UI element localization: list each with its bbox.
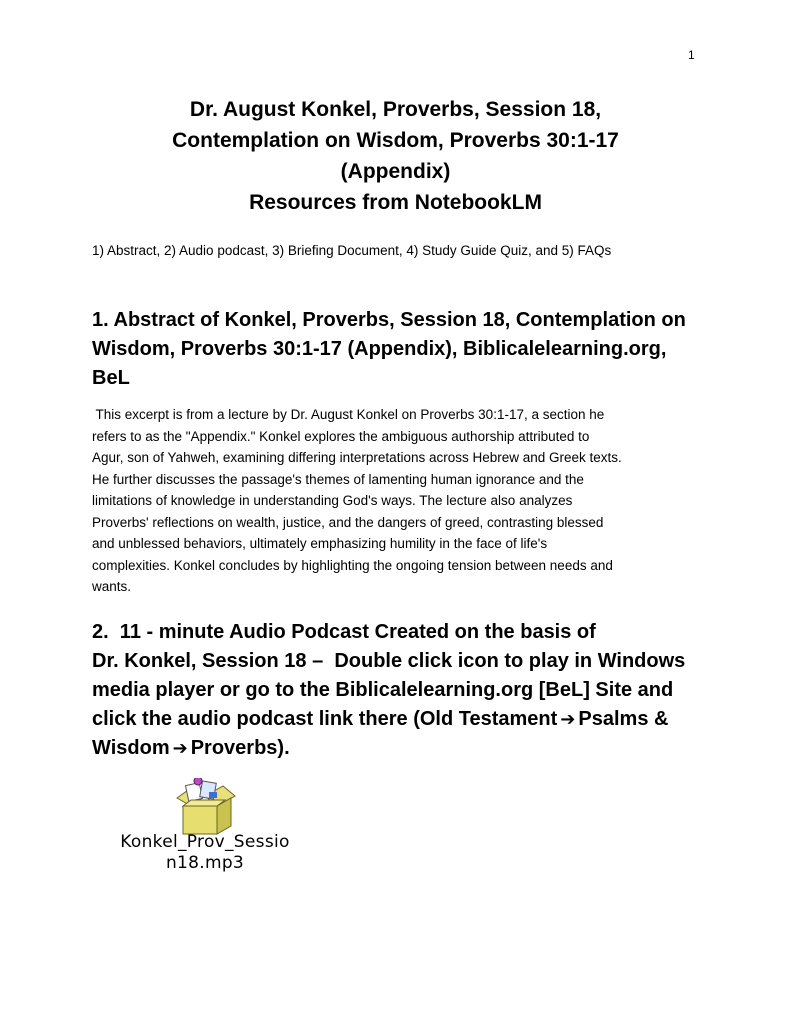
title-line: (Appendix) xyxy=(340,160,451,183)
heading-line xyxy=(92,734,712,763)
abstract-line: refers to as the "Appendix." Konkel explores the ambiguous authorship attributed to xyxy=(92,428,590,444)
title-line: Dr. August Konkel, Proverbs, Session 18, xyxy=(189,98,602,121)
heading-text: click the audio podcast link there (Old Testament xyxy=(92,708,558,730)
title-line: Resources from NotebookLM xyxy=(249,191,542,214)
section1-heading xyxy=(92,306,712,393)
abstract-line: complexities. Konkel concludes by highlighting the ongoing tension between needs and xyxy=(92,557,613,573)
abstract-paragraph xyxy=(92,404,702,598)
abstract-line: and unblessed behaviors, ultimately emphasizing humility in the face of life's xyxy=(92,536,548,551)
heading-text: Psalms & xyxy=(578,708,669,730)
heading-text: Wisdom xyxy=(92,737,170,759)
abstract-line: This excerpt is from a lecture by Dr. August Konkel on Proverbs 30:1-17, a section he xyxy=(92,407,605,422)
heading-line: BeL xyxy=(92,367,130,389)
heading-line xyxy=(92,705,712,734)
heading-line: media player or go to the Biblicalelearning.org [BeL] Site and xyxy=(92,679,674,701)
title-line: Contemplation on Wisdom, Proverbs 30:1-17 xyxy=(172,129,619,152)
heading-line: 2. 11 - minute Audio Podcast Created on the basis of xyxy=(92,621,596,643)
caption-line: n18.mp3 xyxy=(165,853,245,873)
page-number: 1 xyxy=(688,48,695,62)
caption-line: Konkel_Prov_Sessio xyxy=(120,832,290,852)
package-file-icon[interactable] xyxy=(165,778,245,838)
arrow-right-icon: ➔ xyxy=(172,738,188,758)
abstract-line: Proverbs' reflections on wealth, justice, and the dangers of greed, contrasting blessed xyxy=(92,514,604,530)
heading-line: 1. Abstract of Konkel, Proverbs, Session 18, Contemplation on xyxy=(92,309,686,331)
heading-line: Wisdom, Proverbs 30:1-17 (Appendix), Biblicalelearning.org, xyxy=(92,338,667,360)
audio-file-caption[interactable] xyxy=(90,832,320,874)
contents-line: 1) Abstract, 2) Audio podcast, 3) Briefing Document, 4) Study Guide Quiz, and 5) FAQs xyxy=(92,243,612,258)
arrow-right-icon: ➔ xyxy=(560,709,576,729)
document-title xyxy=(0,94,791,218)
abstract-line: limitations of knowledge in understanding God's ways. The lecture also analyzes xyxy=(92,493,573,508)
abstract-line: Agur, son of Yahweh, examining differing interpretations across Hebrew and Greek texts. xyxy=(92,450,622,465)
heading-line: Dr. Konkel, Session 18 – Double click icon to play in Windows xyxy=(92,650,686,672)
abstract-line: He further discusses the passage's themes of lamenting human ignorance and the xyxy=(92,471,584,487)
abstract-line: wants. xyxy=(92,579,132,594)
heading-text: Proverbs). xyxy=(190,737,290,759)
section2-heading xyxy=(92,618,712,763)
